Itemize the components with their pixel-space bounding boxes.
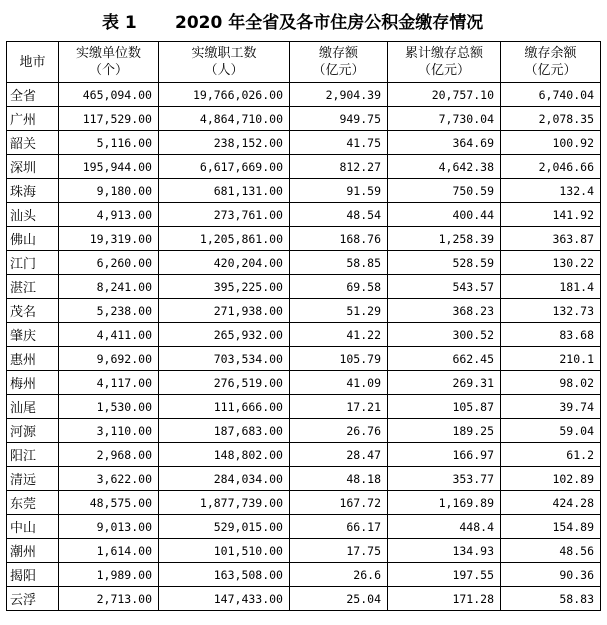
table-number: 表 1 — [102, 13, 137, 33]
cell-units: 465,094.00 — [59, 83, 159, 107]
cell-employees: 187,683.00 — [159, 419, 290, 443]
header-row — [7, 42, 601, 83]
cell-deposit: 91.59 — [290, 179, 388, 203]
cell-balance: 98.02 — [501, 371, 601, 395]
cell-deposit: 41.75 — [290, 131, 388, 155]
cell-cumulative: 448.4 — [388, 515, 501, 539]
table-row — [7, 251, 601, 275]
table-row — [7, 563, 601, 587]
cell-deposit: 66.17 — [290, 515, 388, 539]
header-balance: 缴存余额 （亿元） — [501, 42, 601, 83]
cell-employees: 420,204.00 — [159, 251, 290, 275]
cell-balance: 2,078.35 — [501, 107, 601, 131]
cell-deposit: 58.85 — [290, 251, 388, 275]
cell-units: 5,238.00 — [59, 299, 159, 323]
cell-city: 汕尾 — [7, 395, 59, 419]
cell-balance: 102.89 — [501, 467, 601, 491]
cell-deposit: 168.76 — [290, 227, 388, 251]
cell-cumulative: 750.59 — [388, 179, 501, 203]
cell-cumulative: 300.52 — [388, 323, 501, 347]
cell-city: 全省 — [7, 83, 59, 107]
cell-balance: 424.28 — [501, 491, 601, 515]
cell-employees: 681,131.00 — [159, 179, 290, 203]
header-city: 地市 — [7, 42, 59, 83]
cell-deposit: 949.75 — [290, 107, 388, 131]
cell-cumulative: 166.97 — [388, 443, 501, 467]
cell-city: 茂名 — [7, 299, 59, 323]
table-caption — [0, 8, 607, 36]
cell-cumulative: 528.59 — [388, 251, 501, 275]
cell-deposit: 167.72 — [290, 491, 388, 515]
cell-units: 3,622.00 — [59, 467, 159, 491]
cell-employees: 265,932.00 — [159, 323, 290, 347]
table-row — [7, 371, 601, 395]
cell-balance: 6,740.04 — [501, 83, 601, 107]
cell-balance: 100.92 — [501, 131, 601, 155]
table-row — [7, 515, 601, 539]
cell-city: 江门 — [7, 251, 59, 275]
cell-city: 韶关 — [7, 131, 59, 155]
cell-balance: 181.4 — [501, 275, 601, 299]
cell-city: 梅州 — [7, 371, 59, 395]
cell-units: 1,614.00 — [59, 539, 159, 563]
cell-deposit: 17.21 — [290, 395, 388, 419]
cell-cumulative: 4,642.38 — [388, 155, 501, 179]
cell-balance: 48.56 — [501, 539, 601, 563]
cell-employees: 273,761.00 — [159, 203, 290, 227]
cell-employees: 6,617,669.00 — [159, 155, 290, 179]
cell-units: 1,530.00 — [59, 395, 159, 419]
cell-cumulative: 105.87 — [388, 395, 501, 419]
table-row — [7, 467, 601, 491]
cell-balance: 39.74 — [501, 395, 601, 419]
cell-deposit: 26.76 — [290, 419, 388, 443]
cell-balance: 2,046.66 — [501, 155, 601, 179]
cell-deposit: 105.79 — [290, 347, 388, 371]
cell-units: 9,692.00 — [59, 347, 159, 371]
table-row — [7, 443, 601, 467]
cell-deposit: 2,904.39 — [290, 83, 388, 107]
cell-cumulative: 353.77 — [388, 467, 501, 491]
cell-employees: 19,766,026.00 — [159, 83, 290, 107]
cell-balance: 90.36 — [501, 563, 601, 587]
cell-city: 阳江 — [7, 443, 59, 467]
table-row — [7, 299, 601, 323]
table-row — [7, 227, 601, 251]
cell-deposit: 41.09 — [290, 371, 388, 395]
cell-deposit: 48.54 — [290, 203, 388, 227]
cell-deposit: 26.6 — [290, 563, 388, 587]
cell-employees: 1,205,861.00 — [159, 227, 290, 251]
cell-units: 195,944.00 — [59, 155, 159, 179]
cell-cumulative: 368.23 — [388, 299, 501, 323]
cell-deposit: 51.29 — [290, 299, 388, 323]
cell-employees: 111,666.00 — [159, 395, 290, 419]
cell-city: 潮州 — [7, 539, 59, 563]
cell-cumulative: 400.44 — [388, 203, 501, 227]
cell-balance: 83.68 — [501, 323, 601, 347]
provident-fund-table — [6, 41, 601, 611]
cell-cumulative: 269.31 — [388, 371, 501, 395]
cell-cumulative: 1,258.39 — [388, 227, 501, 251]
cell-units: 1,989.00 — [59, 563, 159, 587]
cell-units: 5,116.00 — [59, 131, 159, 155]
cell-employees: 395,225.00 — [159, 275, 290, 299]
cell-city: 广州 — [7, 107, 59, 131]
table-row — [7, 179, 601, 203]
cell-units: 2,713.00 — [59, 587, 159, 611]
cell-city: 清远 — [7, 467, 59, 491]
cell-balance: 61.2 — [501, 443, 601, 467]
cell-cumulative: 1,169.89 — [388, 491, 501, 515]
cell-city: 肇庆 — [7, 323, 59, 347]
cell-units: 19,319.00 — [59, 227, 159, 251]
cell-units: 9,013.00 — [59, 515, 159, 539]
cell-units: 2,968.00 — [59, 443, 159, 467]
table-row — [7, 83, 601, 107]
table-row — [7, 203, 601, 227]
cell-city: 惠州 — [7, 347, 59, 371]
table-row — [7, 131, 601, 155]
cell-balance: 132.4 — [501, 179, 601, 203]
cell-units: 117,529.00 — [59, 107, 159, 131]
table-title: 2020 年全省及各市住房公积金缴存情况 — [175, 13, 484, 33]
table-row — [7, 347, 601, 371]
cell-units: 3,110.00 — [59, 419, 159, 443]
cell-employees: 529,015.00 — [159, 515, 290, 539]
cell-city: 珠海 — [7, 179, 59, 203]
cell-employees: 276,519.00 — [159, 371, 290, 395]
cell-employees: 4,864,710.00 — [159, 107, 290, 131]
cell-cumulative: 543.57 — [388, 275, 501, 299]
cell-deposit: 48.18 — [290, 467, 388, 491]
cell-deposit: 28.47 — [290, 443, 388, 467]
table-row — [7, 323, 601, 347]
table-row — [7, 539, 601, 563]
cell-deposit: 41.22 — [290, 323, 388, 347]
cell-employees: 1,877,739.00 — [159, 491, 290, 515]
table-row — [7, 395, 601, 419]
table-row — [7, 275, 601, 299]
cell-city: 佛山 — [7, 227, 59, 251]
cell-city: 揭阳 — [7, 563, 59, 587]
cell-employees: 101,510.00 — [159, 539, 290, 563]
cell-cumulative: 171.28 — [388, 587, 501, 611]
table-row — [7, 107, 601, 131]
cell-cumulative: 189.25 — [388, 419, 501, 443]
cell-balance: 59.04 — [501, 419, 601, 443]
cell-balance: 132.73 — [501, 299, 601, 323]
cell-deposit: 812.27 — [290, 155, 388, 179]
cell-employees: 703,534.00 — [159, 347, 290, 371]
header-cumulative: 累计缴存总额 （亿元） — [388, 42, 501, 83]
cell-employees: 238,152.00 — [159, 131, 290, 155]
table-body — [7, 83, 601, 611]
cell-units: 48,575.00 — [59, 491, 159, 515]
table-row — [7, 155, 601, 179]
cell-city: 河源 — [7, 419, 59, 443]
cell-units: 4,117.00 — [59, 371, 159, 395]
cell-city: 汕头 — [7, 203, 59, 227]
cell-units: 4,411.00 — [59, 323, 159, 347]
table-row — [7, 587, 601, 611]
cell-city: 深圳 — [7, 155, 59, 179]
cell-employees: 271,938.00 — [159, 299, 290, 323]
header-deposit: 缴存额 （亿元） — [290, 42, 388, 83]
cell-employees: 284,034.00 — [159, 467, 290, 491]
cell-employees: 163,508.00 — [159, 563, 290, 587]
cell-deposit: 25.04 — [290, 587, 388, 611]
cell-cumulative: 364.69 — [388, 131, 501, 155]
cell-balance: 141.92 — [501, 203, 601, 227]
cell-units: 6,260.00 — [59, 251, 159, 275]
cell-cumulative: 7,730.04 — [388, 107, 501, 131]
cell-employees: 147,433.00 — [159, 587, 290, 611]
cell-balance: 210.1 — [501, 347, 601, 371]
cell-balance: 154.89 — [501, 515, 601, 539]
header-employees: 实缴职工数 （人） — [159, 42, 290, 83]
cell-employees: 148,802.00 — [159, 443, 290, 467]
cell-units: 4,913.00 — [59, 203, 159, 227]
table-row — [7, 419, 601, 443]
cell-balance: 58.83 — [501, 587, 601, 611]
table-row — [7, 491, 601, 515]
header-units: 实缴单位数 （个） — [59, 42, 159, 83]
cell-deposit: 69.58 — [290, 275, 388, 299]
cell-balance: 363.87 — [501, 227, 601, 251]
cell-deposit: 17.75 — [290, 539, 388, 563]
cell-units: 9,180.00 — [59, 179, 159, 203]
cell-city: 湛江 — [7, 275, 59, 299]
cell-cumulative: 197.55 — [388, 563, 501, 587]
cell-cumulative: 20,757.10 — [388, 83, 501, 107]
cell-city: 云浮 — [7, 587, 59, 611]
cell-city: 中山 — [7, 515, 59, 539]
cell-units: 8,241.00 — [59, 275, 159, 299]
cell-balance: 130.22 — [501, 251, 601, 275]
cell-city: 东莞 — [7, 491, 59, 515]
cell-cumulative: 662.45 — [388, 347, 501, 371]
cell-cumulative: 134.93 — [388, 539, 501, 563]
